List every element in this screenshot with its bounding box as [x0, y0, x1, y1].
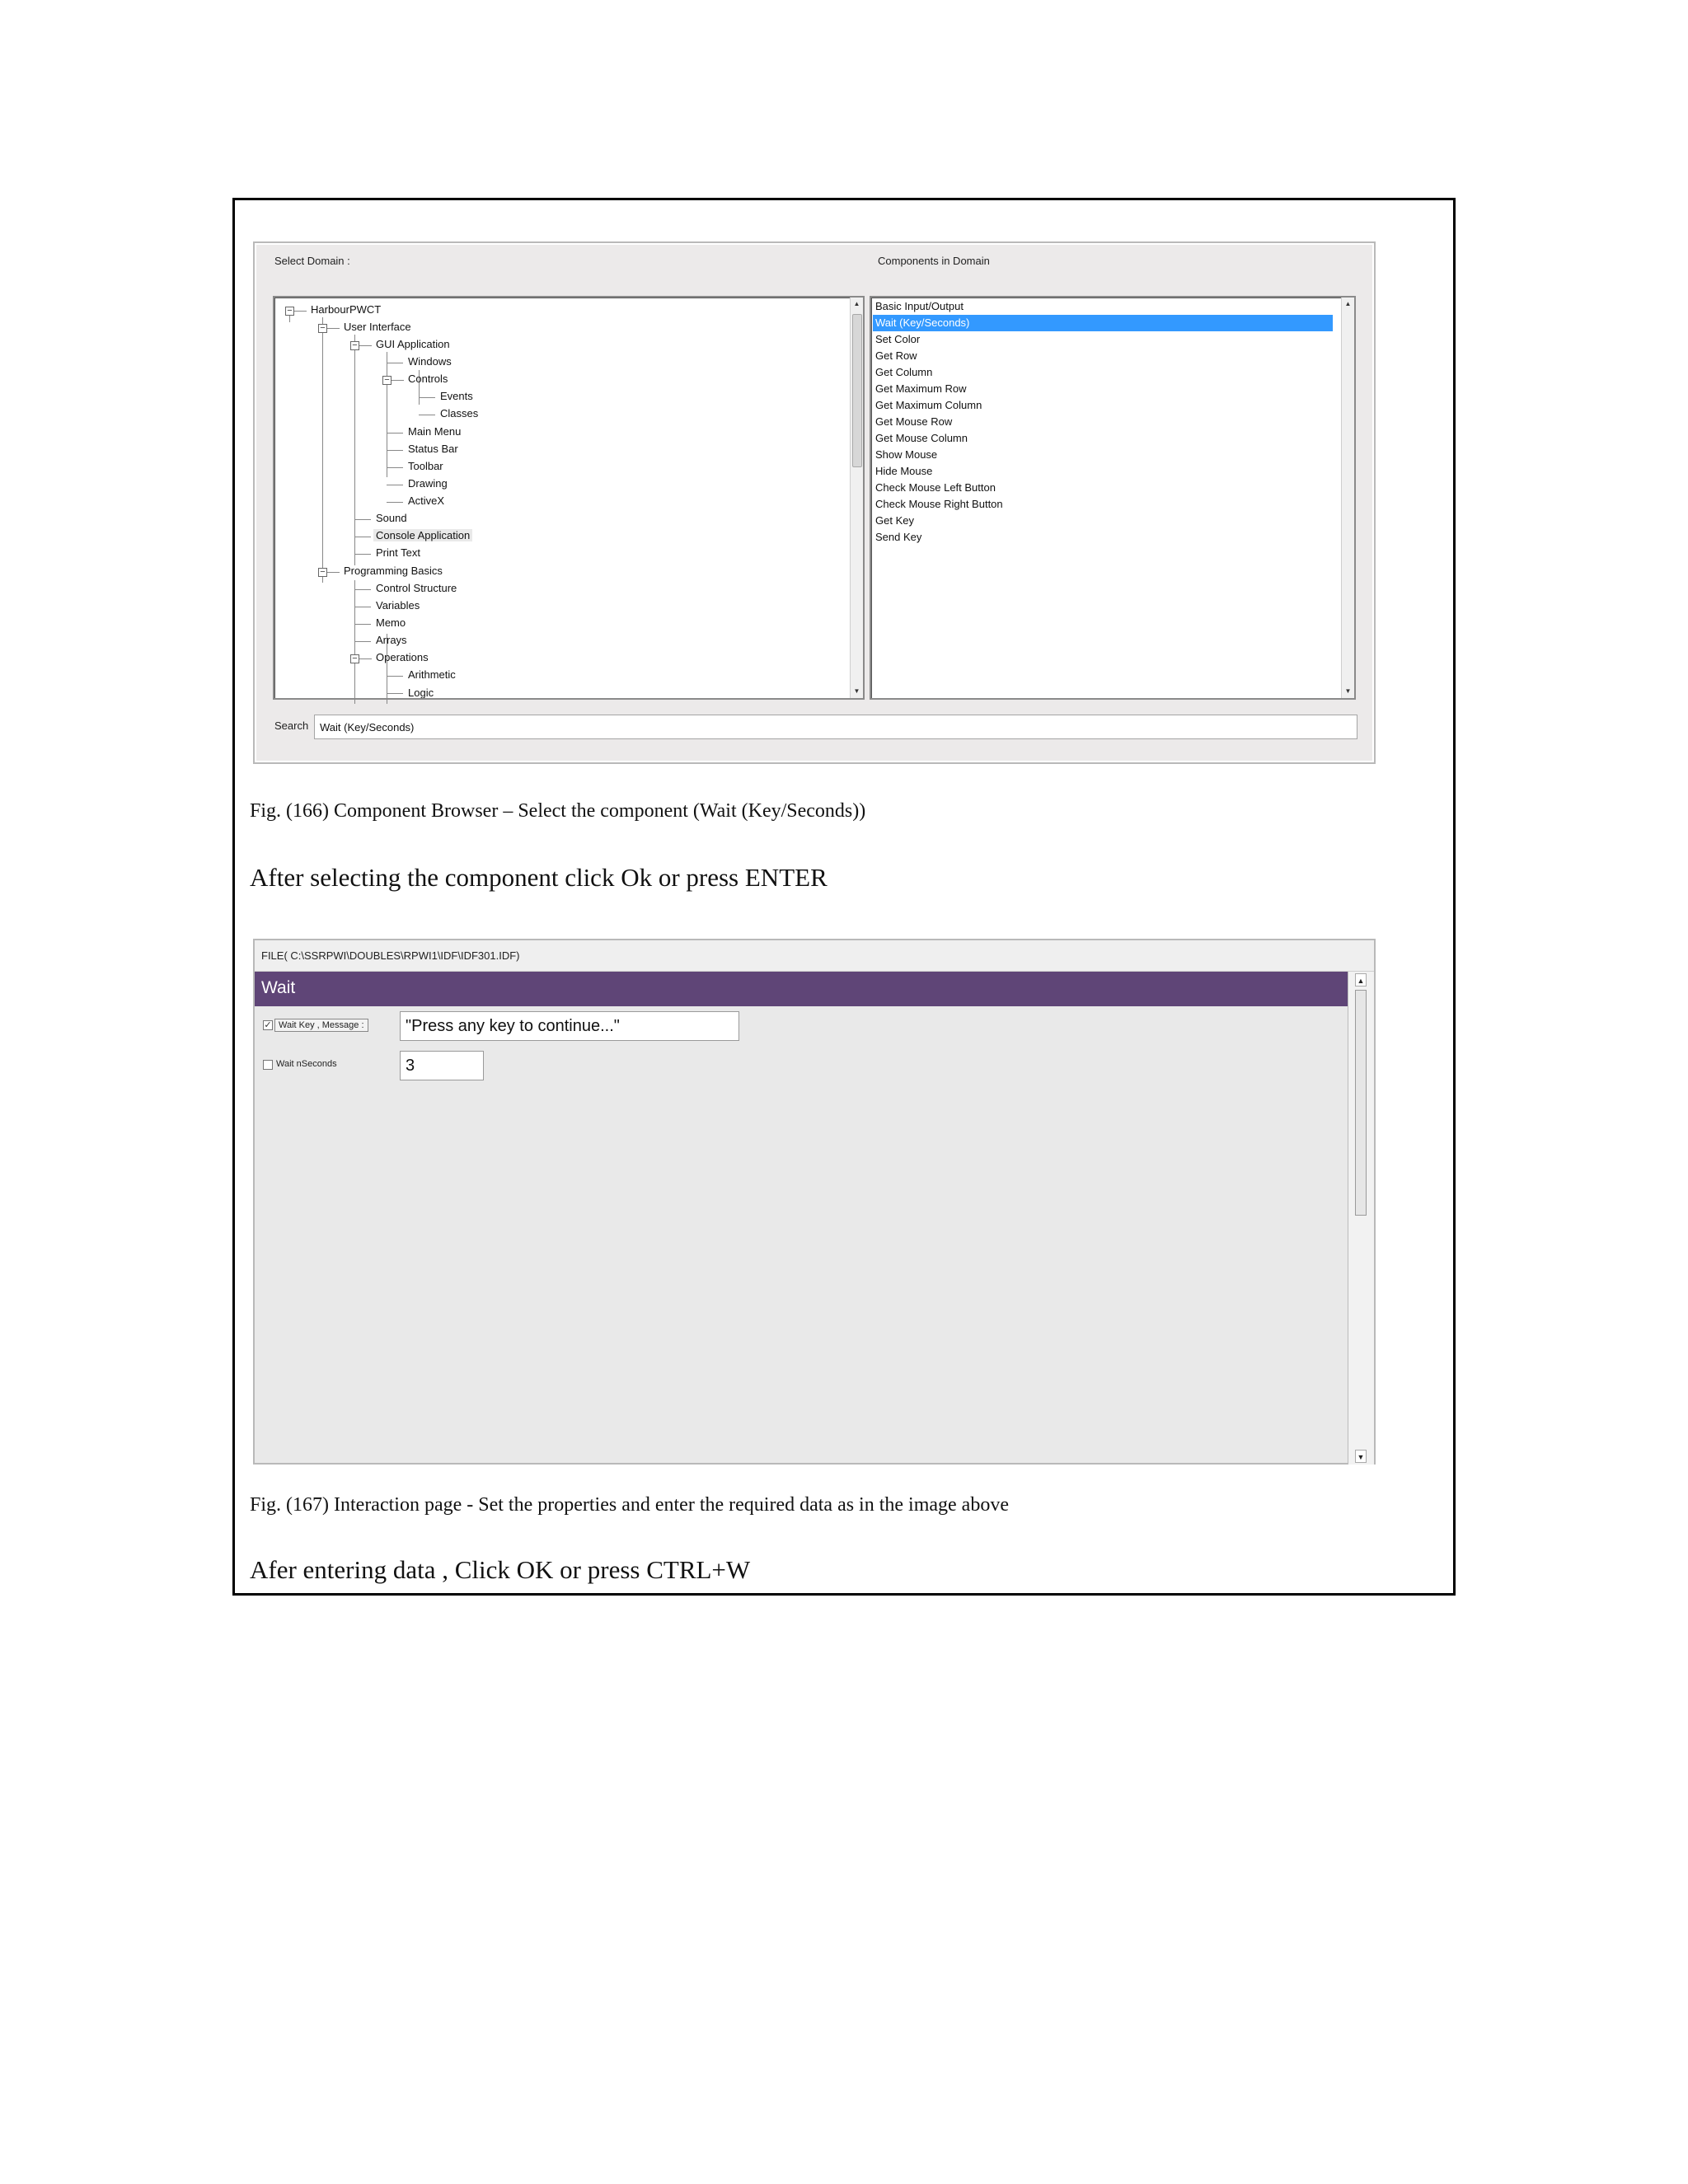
list-item-basic-input-output[interactable]: Basic Input/Output: [875, 300, 964, 312]
tree-item-classes[interactable]: Classes: [440, 407, 479, 419]
interaction-title: Wait: [261, 978, 296, 997]
search-input[interactable]: [314, 715, 1357, 739]
tree-item-activex[interactable]: ActiveX: [408, 494, 445, 507]
list-item-get-mouse-row[interactable]: Get Mouse Row: [875, 415, 953, 428]
scroll-up-arrow-icon[interactable]: ▲: [1355, 973, 1367, 987]
wait-nseconds-label: Wait nSeconds: [276, 1059, 337, 1069]
page-frame: [232, 198, 1456, 1596]
wait-key-message-input[interactable]: [400, 1011, 739, 1041]
domain-tree[interactable]: [273, 296, 865, 700]
file-path-bar: [255, 940, 1374, 972]
scroll-down-arrow-icon[interactable]: ▼: [1344, 687, 1352, 695]
tree-item-console-application[interactable]: Console Application: [373, 529, 472, 541]
collapse-toggle-icon[interactable]: −: [318, 568, 327, 577]
file-path: FILE( C:\SSRPWI\DOUBLES\RPWI1\IDF\IDF301.IDF): [261, 949, 520, 962]
figure-caption-166: Fig. (166) Component Browser – Select the component (Wait (Key/Seconds)): [250, 800, 866, 822]
tree-item-toolbar[interactable]: Toolbar: [408, 460, 443, 472]
collapse-toggle-icon[interactable]: −: [318, 324, 327, 333]
components-in-domain-label: Components in Domain: [878, 255, 990, 267]
list-item-show-mouse[interactable]: Show Mouse: [875, 448, 938, 461]
tree-item-memo[interactable]: Memo: [376, 616, 406, 629]
tree-item-variables[interactable]: Variables: [376, 599, 420, 612]
tree-item-events[interactable]: Events: [440, 390, 473, 402]
tree-line-root: [322, 317, 323, 583]
select-domain-label: Select Domain :: [274, 255, 350, 267]
tree-item-windows[interactable]: Windows: [408, 355, 452, 368]
figure-caption-167: Fig. (167) Interaction page - Set the properties and enter the required data as in the image above: [250, 1494, 1009, 1516]
list-item-check-mouse-left-button[interactable]: Check Mouse Left Button: [875, 481, 996, 494]
list-item-get-column[interactable]: Get Column: [875, 366, 933, 378]
tree-item-status-bar[interactable]: Status Bar: [408, 443, 458, 455]
list-item-get-row[interactable]: Get Row: [875, 349, 917, 362]
tree-item-controls[interactable]: Controls: [408, 373, 448, 385]
components-scrollbar[interactable]: [1341, 298, 1354, 698]
tree-item-print-text[interactable]: Print Text: [376, 546, 420, 559]
interaction-page: [253, 939, 1376, 1465]
wait-key-checkbox[interactable]: ✓: [264, 1020, 272, 1030]
list-item-set-color[interactable]: Set Color: [875, 333, 921, 345]
interaction-scrollbar[interactable]: [1348, 972, 1374, 1465]
tree-item-sound[interactable]: Sound: [376, 512, 407, 524]
list-item-get-maximum-row[interactable]: Get Maximum Row: [875, 382, 967, 395]
tree-item-harbourpwct[interactable]: HarbourPWCT: [311, 303, 382, 316]
search-label: Search: [274, 719, 309, 732]
list-item-wait-key-seconds[interactable]: Wait (Key/Seconds): [873, 315, 1333, 331]
scroll-up-arrow-icon[interactable]: ▲: [1344, 300, 1352, 307]
list-item-get-key[interactable]: Get Key: [875, 514, 914, 527]
instruction-select-component: After selecting the component click Ok or press ENTER: [250, 863, 828, 892]
scroll-down-arrow-icon[interactable]: ▼: [853, 687, 860, 695]
list-item-get-maximum-column[interactable]: Get Maximum Column: [875, 399, 982, 411]
tree-scrollbar[interactable]: [850, 298, 863, 698]
list-item-send-key[interactable]: Send Key: [875, 531, 922, 543]
tree-item-arithmetic[interactable]: Arithmetic: [408, 668, 456, 681]
tree-item-operations[interactable]: Operations: [376, 651, 429, 663]
scroll-thumb[interactable]: [852, 314, 862, 467]
tree-item-control-structure[interactable]: Control Structure: [376, 582, 457, 594]
components-list[interactable]: [870, 296, 1356, 700]
tree-item-logic[interactable]: Logic: [408, 687, 434, 698]
scroll-down-arrow-icon[interactable]: ▼: [1355, 1450, 1367, 1463]
list-item-check-mouse-right-button[interactable]: Check Mouse Right Button: [875, 498, 1003, 510]
scroll-thumb[interactable]: [1355, 990, 1367, 1216]
interaction-title-bar: [255, 972, 1351, 1006]
tree-item-user-interface[interactable]: User Interface: [344, 321, 411, 333]
tree-item-main-menu[interactable]: Main Menu: [408, 425, 462, 438]
instruction-enter-data: Afer entering data , Click OK or press CTRL+W: [250, 1555, 751, 1584]
collapse-toggle-icon[interactable]: −: [350, 341, 359, 350]
collapse-toggle-icon[interactable]: −: [382, 376, 392, 385]
component-browser: [253, 241, 1376, 764]
list-item-get-mouse-column[interactable]: Get Mouse Column: [875, 432, 968, 444]
tree-item-programming-basics[interactable]: Programming Basics: [344, 565, 443, 577]
wait-nseconds-checkbox[interactable]: [263, 1060, 273, 1070]
scroll-up-arrow-icon[interactable]: ▲: [853, 300, 860, 307]
tree-item-arrays[interactable]: Arrays: [376, 634, 407, 646]
wait-nseconds-input[interactable]: [400, 1051, 484, 1080]
tree-item-gui-application[interactable]: GUI Application: [376, 338, 450, 350]
wait-key-message-label: Wait Key , Message :: [274, 1019, 368, 1032]
list-item-hide-mouse[interactable]: Hide Mouse: [875, 465, 933, 477]
collapse-toggle-icon[interactable]: −: [285, 307, 294, 316]
tree-item-drawing[interactable]: Drawing: [408, 477, 448, 490]
collapse-toggle-icon[interactable]: −: [350, 654, 359, 663]
